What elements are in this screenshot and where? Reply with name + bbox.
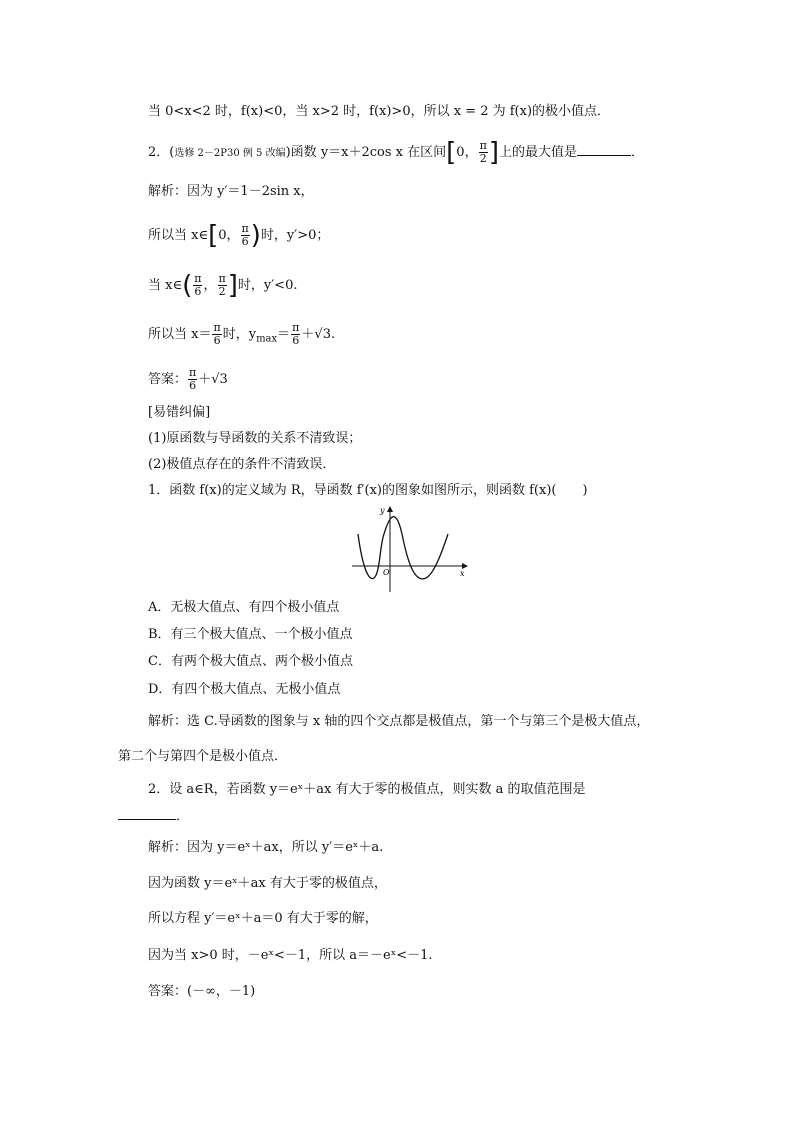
paren-right: ) <box>250 220 261 251</box>
ans1-den: 6 <box>189 379 197 392</box>
q2-interval-start: 0， <box>456 145 478 160</box>
a3-pre: 当 x∈ <box>148 278 183 293</box>
paren-left: ( <box>182 270 193 301</box>
y-axis-label: y <box>380 506 385 515</box>
problem-1: 1．函数 f(x)的定义域为 R，导函数 f′(x)的图象如图所示，则函数 f(x)( ) <box>148 483 588 498</box>
a4-frac-2 <box>291 322 300 347</box>
a3-sep: ， <box>203 278 217 293</box>
option-c: C．有两个极大值点、两个极小值点 <box>148 654 353 669</box>
question-2: 2．(选修 2－2P30 例 5 改编)函数 y＝x＋2cos x 在区间[0， $\frac{\pi}{2}$ ]上的最大值是 ． <box>148 137 644 168</box>
a2-den: 6 <box>241 235 249 248</box>
q2-source: 选修 2－2P30 例 5 改编 <box>174 148 286 159</box>
solution-1-cont: 第二个与第四个是极小值点． <box>118 749 288 764</box>
analysis-2 <box>148 220 330 251</box>
error-1: (1)原函数与导函数的关系不清致误； <box>148 431 362 446</box>
bracket-right: ] <box>488 137 499 168</box>
a4-frac-1 <box>212 322 221 347</box>
ans1-fraction <box>188 367 197 392</box>
answer-blank-2 <box>118 807 176 820</box>
answer-1 <box>148 367 228 392</box>
problem-2-blank: ． <box>118 807 189 826</box>
a3-frac-2 <box>218 273 227 298</box>
option-b: B．有三个极大值点、一个极小值点 <box>148 627 353 642</box>
a4-n1: π <box>213 321 221 334</box>
q2-tail: 上的最大值是 <box>498 145 577 160</box>
q2-text: )函数 y＝x＋2cos x 在区间 <box>285 145 447 160</box>
analysis-3 <box>148 270 298 301</box>
a4-pre: 所以当 x＝ <box>148 327 212 342</box>
error-2: (2)极值点存在的条件不清致误． <box>148 457 336 472</box>
bracket-right: ] <box>227 270 238 301</box>
section-title: [易错纠偏] <box>148 405 211 420</box>
a2-pre: 所以当 x∈ <box>148 228 209 243</box>
solution-1: 解析：选 C.导函数的图象与 x 轴的四个交点都是极值点，第一个与第三个是极大值点， <box>148 714 650 729</box>
y-axis-arrow <box>387 506 393 512</box>
option-d: D．有四个极大值点、无极小值点 <box>148 682 341 697</box>
answer-2: 答案：(－∞，－1) <box>148 984 256 999</box>
q2-prefix: 2．( <box>148 145 175 160</box>
a3-d1: 6 <box>194 285 202 298</box>
ans1-num: π <box>189 366 197 379</box>
q2-frac-den: 2 <box>479 152 487 165</box>
q2-frac-num: π <box>479 139 487 152</box>
b-analysis-4: 因为当 x>0 时，－eˣ<－1，所以 a＝－eˣ<－1. <box>148 948 433 963</box>
derivative-curve <box>358 517 448 579</box>
a3-post: 时，y′<0. <box>237 278 298 293</box>
bracket-left: [ <box>446 137 457 168</box>
line-l1: 当 0<x<2 时，f(x)<0，当 x>2 时，f(x)>0，所以 x = 2 为 f(x)的极小值点． <box>148 104 611 119</box>
a4-d1: 6 <box>213 334 221 347</box>
problem-2: 2．设 a∈R，若函数 y＝eˣ＋ax 有大于零的极值点，则实数 a 的取值范围是 <box>148 782 586 797</box>
a2-num: π <box>241 222 249 235</box>
q2-fraction <box>479 140 488 165</box>
a3-frac-1 <box>193 273 202 298</box>
x-axis-label: x <box>460 569 465 578</box>
a4-sub: max <box>256 333 278 345</box>
option-a: A．无极大值点、有四个极小值点 <box>148 600 340 615</box>
a3-n2: π <box>218 272 226 285</box>
origin-label: O <box>383 568 390 577</box>
a4-eq: ＝ <box>277 327 291 342</box>
a2-mid: 0， <box>218 228 240 243</box>
ans1-post: ＋√3 <box>198 372 228 387</box>
a2-post: 时，y′>0； <box>260 228 330 243</box>
b-analysis-1: 解析：因为 y＝eˣ＋ax，所以 y′＝eˣ＋a. <box>148 840 384 855</box>
a2-fraction <box>241 223 250 248</box>
answer-blank <box>577 143 631 156</box>
a4-d2: 6 <box>292 334 300 347</box>
a4-n2: π <box>292 321 300 334</box>
derivative-graph <box>352 504 468 592</box>
a3-n1: π <box>194 272 202 285</box>
b-analysis-2: 因为函数 y＝eˣ＋ax 有大于零的极值点， <box>148 876 387 891</box>
analysis-1: 解析：因为 y′＝1－2sin x， <box>148 184 314 199</box>
ans1-pre: 答案： <box>148 372 188 387</box>
a4-mid: 时，y <box>222 327 257 342</box>
a3-d2: 2 <box>218 285 226 298</box>
a4-post: ＋√3. <box>301 327 336 342</box>
analysis-4 <box>148 322 335 349</box>
b-analysis-3: 所以方程 y′＝eˣ＋a＝0 有大于零的解， <box>148 911 378 926</box>
bracket-left: [ <box>208 220 219 251</box>
